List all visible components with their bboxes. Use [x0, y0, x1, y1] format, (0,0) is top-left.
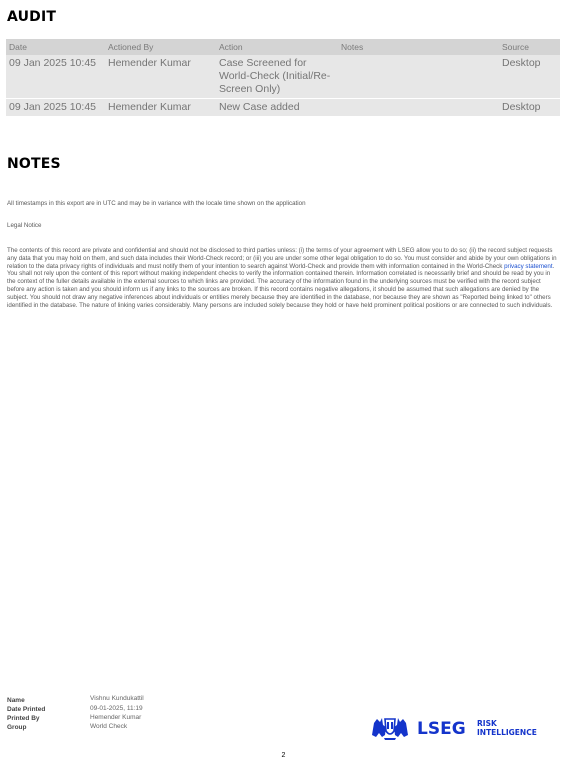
column-header-date: Date: [6, 39, 105, 55]
printed-by-value: Hemender Kumar: [90, 714, 142, 721]
logo-line1-text: RISK: [477, 719, 497, 728]
column-header-actioned-by: Actioned By: [105, 39, 216, 55]
lion-unicorn-crest-icon: [372, 718, 408, 740]
cell-notes: [338, 99, 499, 116]
logo-line2-text: INTELLIGENCE: [477, 728, 537, 737]
lseg-risk-intelligence-logo: [370, 713, 550, 741]
table-row: [6, 55, 560, 98]
table-row: [6, 99, 560, 116]
notes-section-title: NOTES: [7, 156, 61, 172]
privacy-statement-link[interactable]: privacy statement: [504, 262, 553, 270]
cell-date: 09 Jan 2025 10:45: [6, 99, 105, 116]
legal-notice-heading: Legal Notice: [7, 222, 42, 229]
column-header-notes: Notes: [338, 39, 499, 55]
legal-notice-body: [7, 247, 558, 309]
column-header-action: Action: [216, 39, 338, 55]
group-label: Group: [7, 724, 27, 731]
audit-table: [6, 39, 560, 116]
logo-brand-text: LSEG: [417, 719, 466, 739]
audit-section-title: AUDIT: [7, 9, 57, 25]
cell-actioned-by: Hemender Kumar: [105, 55, 216, 98]
cell-action: Case Screened for World-Check (Initial/Re-Screen Only): [216, 55, 338, 98]
cell-source: Desktop: [499, 55, 560, 98]
name-label: Name: [7, 697, 25, 704]
cell-notes: [338, 55, 499, 98]
group-value: World Check: [90, 723, 128, 730]
printed-by-label: Printed By: [7, 715, 40, 722]
audit-header-row: [6, 39, 560, 55]
page-number: 2: [281, 752, 286, 759]
date-printed-label: Date Printed: [7, 706, 46, 713]
cell-source: Desktop: [499, 99, 560, 116]
cell-action: New Case added: [216, 99, 338, 116]
legal-text-part2: . You shall not rely upon the content of this report without making independent checks to verify the information contained therein. Information correlated is necessarily brief and should be read by you in the context of the fuller details available in the external sources to which links are provided. The accuracy of the information found in the underlying sources must be verified with the record subject before any action is taken and you should inform us if any links to the sources are broken. If this record contains negative allegations, it should be assumed that such allegations are denied by the subject. You should not draw any negative inferences about individuals or entities merely because they are identified in the database, nor because they are shown as "Reported being linked to" others identified in the database. The nature of linking varies considerably. Many persons are included solely because they hold or have held prominent political positions or are connected to such individuals.: [7, 262, 555, 309]
column-header-source: Source: [499, 39, 560, 55]
legal-text-part1: The contents of this record are private and confidential and should not be disclosed to third parties unless: (i) the terms of your agreement with LSEG allow you to do so; (ii) the record subject requests any data that you may hold on them, and such data includes their World-Check record; or (iii) you are under some other legal obligation to do so. You must consider and abide by your own obligations in relation to the data privacy rights of individuals and must notify them of your intention to search against World-Check and provide them with information contained in the World-Check: [7, 247, 557, 270]
timestamp-note: All timestamps in this export are in UTC and may be in variance with the locale time shown on the application: [7, 200, 306, 207]
cell-actioned-by: Hemender Kumar: [105, 99, 216, 116]
name-value: Vishnu Kundukattil: [90, 695, 144, 702]
cell-date: 09 Jan 2025 10:45: [6, 55, 105, 98]
date-printed-value: 09-01-2025, 11:19: [90, 705, 143, 712]
